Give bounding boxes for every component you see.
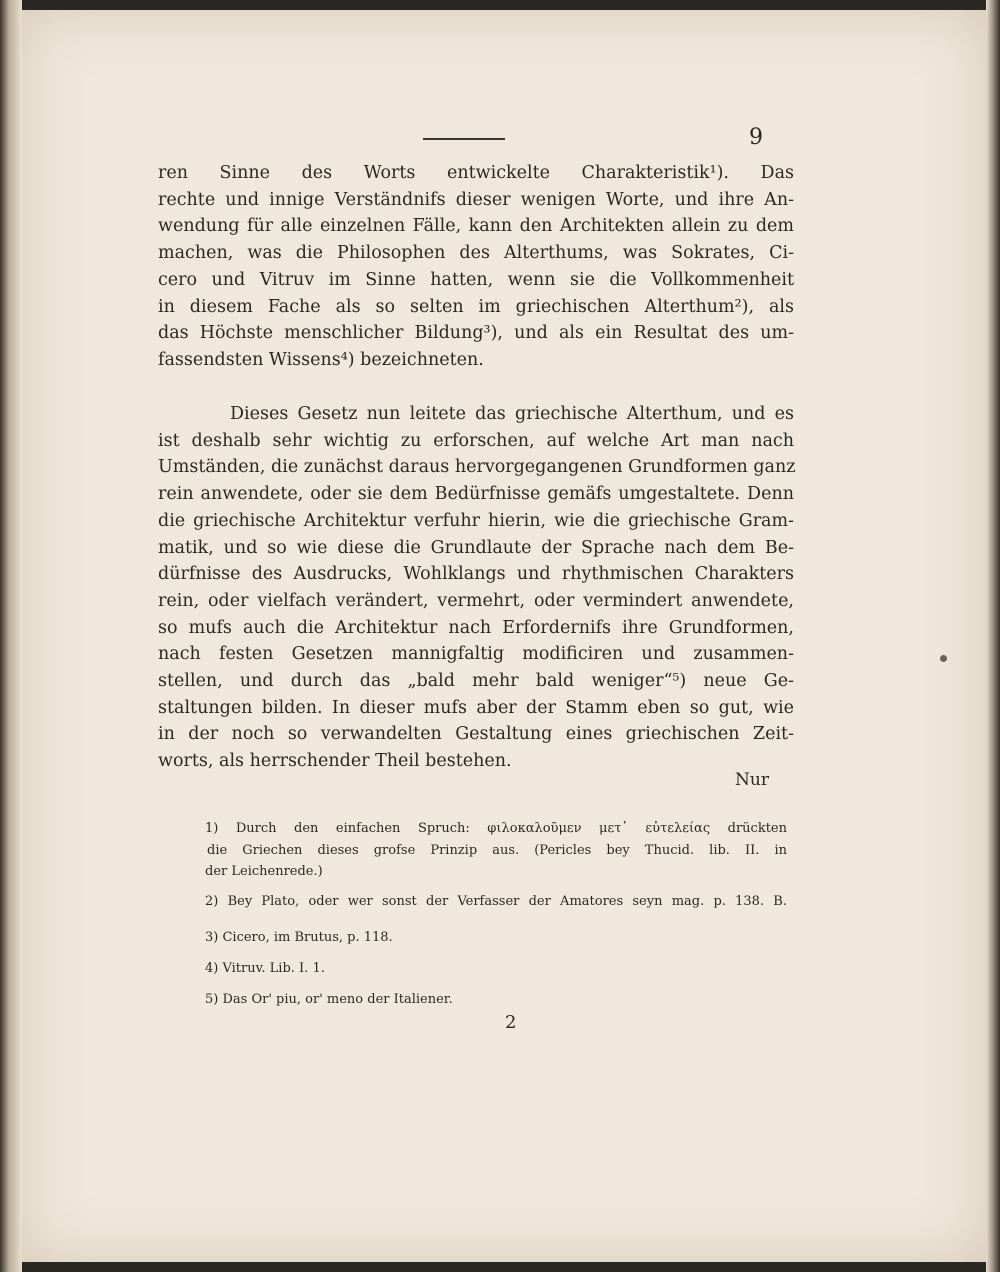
- text-line: so mufs auch die Architektur nach Erfordernifs ihre Grundformen,: [158, 617, 794, 638]
- text-line: worts, als herrschender Theil bestehen.: [158, 751, 512, 772]
- text-line: ist deshalb sehr wichtig zu erforschen, auf welche Art man nach: [158, 430, 794, 451]
- book-top-edge: [0, 0, 1000, 10]
- book-gutter: [0, 0, 22, 1272]
- text-line: die griechische Architektur verfuhr hierin, wie die griechische Gram-: [158, 510, 794, 531]
- book-page-edge: [986, 0, 1000, 1272]
- footnote-line: der Leichenrede.): [205, 864, 323, 879]
- footnote-line: 5) Das Or' piu, or' meno der Italiener.: [205, 992, 453, 1007]
- ink-spot: [940, 655, 947, 662]
- text-line: cero und Vitruv im Sinne hatten, wenn sie die Vollkommenheit: [158, 269, 794, 290]
- signature-mark: 2: [505, 1012, 517, 1033]
- text-line: machen, was die Philosophen des Alterthums, was Sokrates, Ci-: [158, 243, 794, 264]
- text-line: Dieses Gesetz nun leitete das griechische Alterthum, und es: [230, 404, 794, 424]
- paragraph-2: [158, 401, 794, 775]
- footnote-5: [205, 989, 787, 1011]
- paragraph-1: [158, 160, 794, 374]
- text-line: fassendsten Wissens⁴) bezeichneten.: [158, 349, 484, 370]
- text-line: nach festen Gesetzen mannigfaltig modificiren und zusammen-: [158, 644, 794, 665]
- footnote-4: [205, 958, 787, 980]
- text-line: ren Sinne des Worts entwickelte Charakteristik¹). Das: [158, 163, 794, 183]
- catchword: Nur: [735, 770, 769, 790]
- footnote-line: 2) Bey Plato, oder wer sonst der Verfasser der Amatores seyn mag. p. 138. B.: [205, 894, 787, 909]
- text-line: matik, und so wie diese die Grundlaute der Sprache nach dem Be-: [158, 537, 794, 558]
- text-line: staltungen bilden. In dieser mufs aber der Stamm eben so gut, wie: [158, 697, 794, 718]
- text-line: dürfnisse des Ausdrucks, Wohlklangs und rhythmischen Charakters: [158, 564, 794, 585]
- text-line: stellen, und durch das „bald mehr bald weniger“⁵) neue Ge-: [158, 671, 794, 692]
- text-line: das Höchste menschlicher Bildung³), und als ein Resultat des um-: [158, 323, 794, 344]
- text-line: in diesem Fache als so selten im griechischen Alterthum²), als: [158, 296, 794, 317]
- footnote-1: [205, 818, 787, 883]
- text-line: Umständen, die zunächst daraus hervorgegangenen Grundformen ganz: [158, 457, 796, 478]
- footnote-2: [205, 891, 787, 913]
- footnote-line: 1) Durch den einfachen Spruch: φιλοκαλοῦμεν μετ᾽ εὐτελείας drückten: [205, 821, 787, 836]
- footnote-line: 4) Vitruv. Lib. I. 1.: [205, 961, 325, 976]
- text-line: in der noch so verwandelten Gestaltung eines griechischen Zeit-: [158, 724, 794, 745]
- text-line: rein anwendete, oder sie dem Bedürfnisse gemäfs umgestaltete. Denn: [158, 484, 794, 505]
- text-line: rechte und innige Verständnifs dieser wenigen Worte, und ihre An-: [158, 189, 794, 210]
- text-line: rein, oder vielfach verändert, vermehrt, oder vermindert anwendete,: [158, 590, 794, 611]
- footnote-line: 3) Cicero, im Brutus, p. 118.: [205, 930, 393, 945]
- text-line: wendung für alle einzelnen Fälle, kann den Architekten allein zu dem: [158, 216, 794, 237]
- footnote-line: die Griechen dieses grofse Prinzip aus. (Pericles bey Thucid. lib. II. in: [207, 842, 787, 858]
- header-rule: [423, 138, 505, 140]
- page-number: 9: [749, 125, 763, 150]
- footnote-3: [205, 927, 787, 949]
